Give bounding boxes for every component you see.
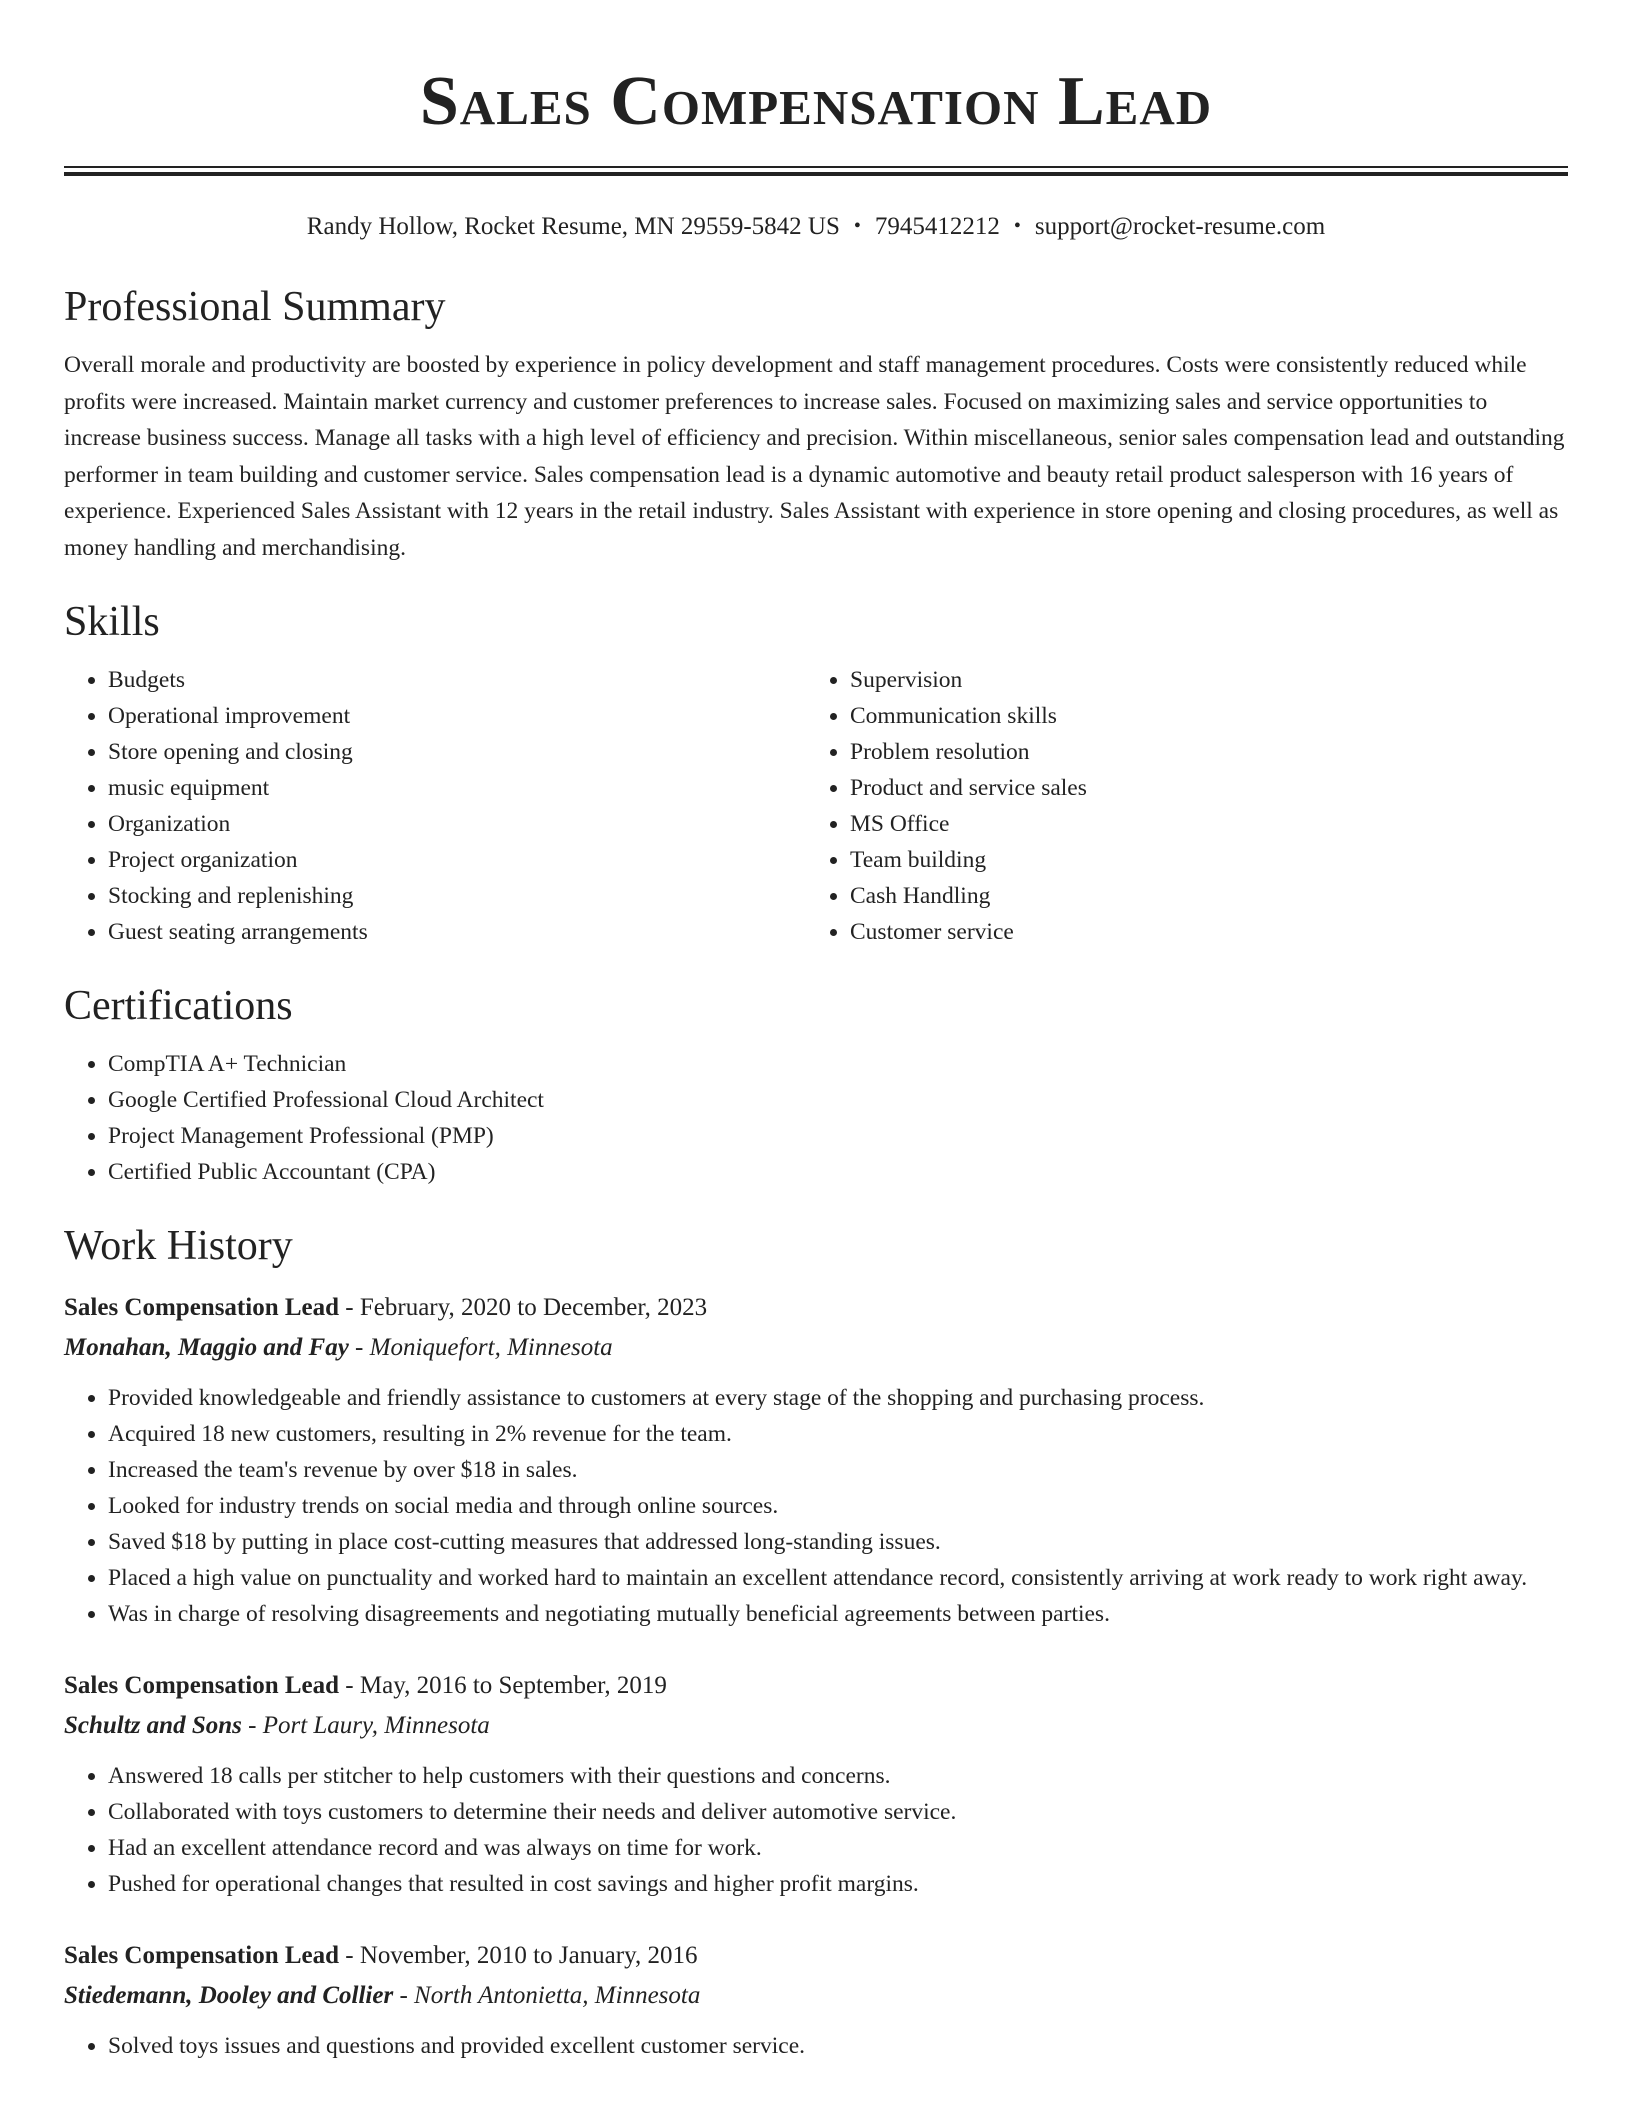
job-dates: - November, 2010 to January, 2016 [339, 1942, 698, 1969]
work-history-heading: Work History [64, 1223, 293, 1269]
skills-heading: Skills [64, 599, 160, 645]
job-entry [64, 1666, 1568, 1902]
certification-item: • Certified Public Accountant (CPA) [108, 1154, 1568, 1190]
company-name: Stiedemann, Dooley and Collier [64, 1982, 394, 2009]
job-bullet: • Solved toys issues and questions and provided excellent customer service. [108, 2028, 1568, 2064]
job-header [64, 1936, 1568, 1976]
contact-email: support@rocket-resume.com [1034, 213, 1326, 240]
summary-text: Overall morale and productivity are boosted by experience in policy development and staff management procedures. Costs were consistently reduced while profits were increased. Maintain market currency and customer preferences to increase sales. Focused on maximizing sales and service opportunities to increase business success. Manage all tasks with a high level of efficiency and precision. Within miscellaneous, senior sales compensation lead and outstanding performer in team building and customer service. Sales compensation lead is a dynamic automotive and beauty retail product salesperson with 16 years of experience. Experienced Sales Assistant with 12 years in the retail industry. Sales Assistant with experience in store opening and closing procedures, as well as money handling and merchandising. [64, 352, 1565, 561]
contact-line [64, 210, 1568, 243]
job-dates: - May, 2016 to September, 2019 [339, 1672, 667, 1699]
job-bullet: • Provided knowledgeable and friendly assistance to customers at every stage of the shopping and purchasing process. [108, 1380, 1568, 1416]
job-header [64, 1288, 1568, 1328]
job-entry [64, 1288, 1568, 1632]
skill-item: • Budgets [108, 662, 806, 698]
skills-list-left [64, 662, 806, 950]
job-title: Sales Compensation Lead [64, 1294, 340, 1321]
skills-columns [64, 662, 1568, 950]
company-name: Monahan, Maggio and Fay [64, 1334, 349, 1361]
job-location: - Moniquefort, Minnesota [348, 1334, 613, 1361]
job-title: Sales Compensation Lead [64, 1942, 340, 1969]
skill-item: • Communication skills [850, 698, 1568, 734]
skill-item: • Product and service sales [850, 770, 1568, 806]
skill-item: • Customer service [850, 914, 1568, 950]
contact-phone: 7945412212 [874, 213, 1000, 240]
job-bullet: • Collaborated with toys customers to determine their needs and deliver automotive service. [108, 1794, 1568, 1830]
skill-item: • Store opening and closing [108, 734, 806, 770]
job-bullet: • Increased the team's revenue by over $18 in sales. [108, 1452, 1568, 1488]
skill-item: • MS Office [850, 806, 1568, 842]
job-bullet: • Placed a high value on punctuality and worked hard to maintain an excellent attendance record, consistently arriving at work ready to work right away. [108, 1560, 1568, 1596]
job-location: - North Antonietta, Minnesota [393, 1982, 701, 2009]
bullet-separator: • [853, 215, 861, 237]
job-title: Sales Compensation Lead [64, 1672, 340, 1699]
job-bullet: • Looked for industry trends on social media and through online sources. [108, 1488, 1568, 1524]
skills-list-right [806, 662, 1568, 950]
skill-item: • Organization [108, 806, 806, 842]
certification-item: • CompTIA A+ Technician [108, 1046, 1568, 1082]
job-bullet: • Acquired 18 new customers, resulting in 2% revenue for the team. [108, 1416, 1568, 1452]
job-entry [64, 1936, 1568, 2064]
skill-item: • Cash Handling [850, 878, 1568, 914]
skill-item: • Problem resolution [850, 734, 1568, 770]
job-employer [64, 1706, 1568, 1746]
contact-address: Randy Hollow, Rocket Resume, MN 29559-5842 US [306, 213, 840, 240]
job-header [64, 1666, 1568, 1706]
resume-title: Sales Compensation Lead [419, 63, 1213, 140]
bullet-separator: • [1013, 215, 1021, 237]
job-bullets [64, 2028, 1568, 2064]
skill-item: • Guest seating arrangements [108, 914, 806, 950]
title-divider [64, 166, 1568, 176]
skill-item: • music equipment [108, 770, 806, 806]
summary-heading: Professional Summary [64, 284, 446, 330]
job-bullet: • Pushed for operational changes that resulted in cost savings and higher profit margins. [108, 1866, 1568, 1902]
certification-item: • Google Certified Professional Cloud Architect [108, 1082, 1568, 1118]
job-employer [64, 1976, 1568, 2016]
job-dates: - February, 2020 to December, 2023 [339, 1294, 708, 1321]
job-bullet: • Answered 18 calls per stitcher to help customers with their questions and concerns. [108, 1758, 1568, 1794]
skill-item: • Stocking and replenishing [108, 878, 806, 914]
job-bullets [64, 1380, 1568, 1632]
job-bullet: • Had an excellent attendance record and was always on time for work. [108, 1830, 1568, 1866]
skill-item: • Operational improvement [108, 698, 806, 734]
certification-item: • Project Management Professional (PMP) [108, 1118, 1568, 1154]
skill-item: • Project organization [108, 842, 806, 878]
job-bullet: • Was in charge of resolving disagreements and negotiating mutually beneficial agreements between parties. [108, 1596, 1568, 1632]
job-bullets [64, 1758, 1568, 1902]
certifications-heading: Certifications [64, 983, 293, 1029]
skill-item: • Supervision [850, 662, 1568, 698]
certifications-list [64, 1046, 1568, 1190]
job-employer [64, 1328, 1568, 1368]
job-bullet: • Saved $18 by putting in place cost-cutting measures that addressed long-standing issues. [108, 1524, 1568, 1560]
company-name: Schultz and Sons [64, 1712, 242, 1739]
skill-item: • Team building [850, 842, 1568, 878]
job-location: - Port Laury, Minnesota [241, 1712, 490, 1739]
